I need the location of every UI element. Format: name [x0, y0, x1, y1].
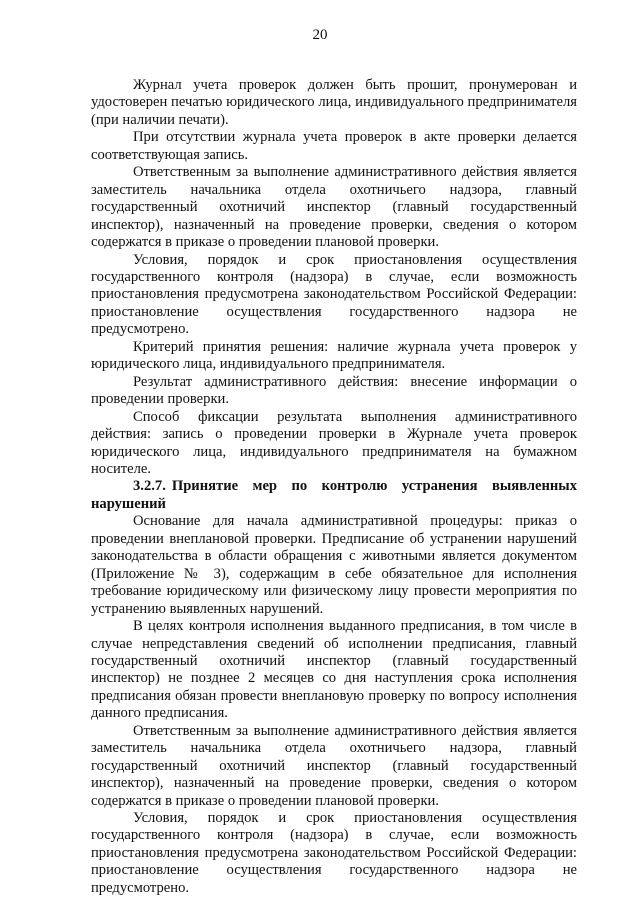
paragraph-journal-absence: При отсутствии журнала учета проверок в акте проверки делается соответствующая запись. [91, 129, 577, 163]
paragraph-order-control: В целях контроля исполнения выданного предписания, в том числе в случае непредставления сведений об исполнении предписания, главный государственный охотничий инспектор (главный государственный инспектор) не позднее 2 месяцев со дня наступления срока исполнения предписания обязан провести внеплановую проверку по вопросу исполнения данного предписания. [91, 618, 577, 722]
paragraph-journal-stitching: Журнал учета проверок должен быть прошит, пронумерован и удостоверен печатью юридического лица, индивидуального предпринимателя (при наличии печати). [91, 77, 577, 128]
page-body [91, 77, 577, 897]
section-heading-number: 3.2.7. [133, 478, 166, 495]
paragraph-suspension-conditions: Условия, порядок и срок приостановления осуществления государственного контроля (надзора) в случае, если возможность приостановления предусмотрена законодательством Российской Федерации: приостановление осуществления государственного надзора не предусмотрено. [91, 251, 577, 338]
paragraph-action-result: Результат административного действия: внесение информации о проведении проверки. [91, 373, 577, 408]
paragraph-responsible-person-2: Ответственным за выполнение административного действия является заместитель начальника отдела охотничьего надзора, главный государственный охотничий инспектор (главный государственный инспектор), назначенный на проведение проверки, сведения о котором содержатся в приказе о проведении плановой проверки. [91, 722, 577, 809]
section-heading [91, 478, 577, 513]
paragraph-result-recording: Способ фиксации результата выполнения административного действия: запись о проведении проверки в Журнале учета проверок юридического лица, индивидуального предпринимателя на бумажном носителе. [91, 408, 577, 477]
page-number: 20 [312, 27, 328, 43]
section-heading-title: Принятие мер по контролю устранения выявленных нарушений [91, 478, 577, 512]
paragraph-suspension-conditions-2: Условия, порядок и срок приостановления осуществления государственного контроля (надзора) в случае, если возможность приостановления предусмотрена законодательством Российской Федерации: приостановление осуществления государственного надзора не предусмотрено. [91, 810, 577, 896]
paragraph-procedure-basis: Основание для начала административной процедуры: приказ о проведении внеплановой проверки. Предписание об устранении нарушений законодательства в области обращения с животными является документом (Приложение № 3), содержащим в себе обязательное для исполнения требование юридическому или физическому лицу провести мероприятия по устранению выявленных нарушений. [91, 513, 577, 617]
paragraph-responsible-person: Ответственным за выполнение административного действия является заместитель начальника отдела охотничьего надзора, главный государственный охотничий инспектор (главный государственный инспектор), назначенный на проведение проверки, сведения о котором содержатся в приказе о проведении плановой проверки. [91, 164, 577, 251]
paragraph-decision-criterion: Критерий принятия решения: наличие журнала учета проверок у юридического лица, индивидуального предпринимателя. [91, 338, 577, 373]
